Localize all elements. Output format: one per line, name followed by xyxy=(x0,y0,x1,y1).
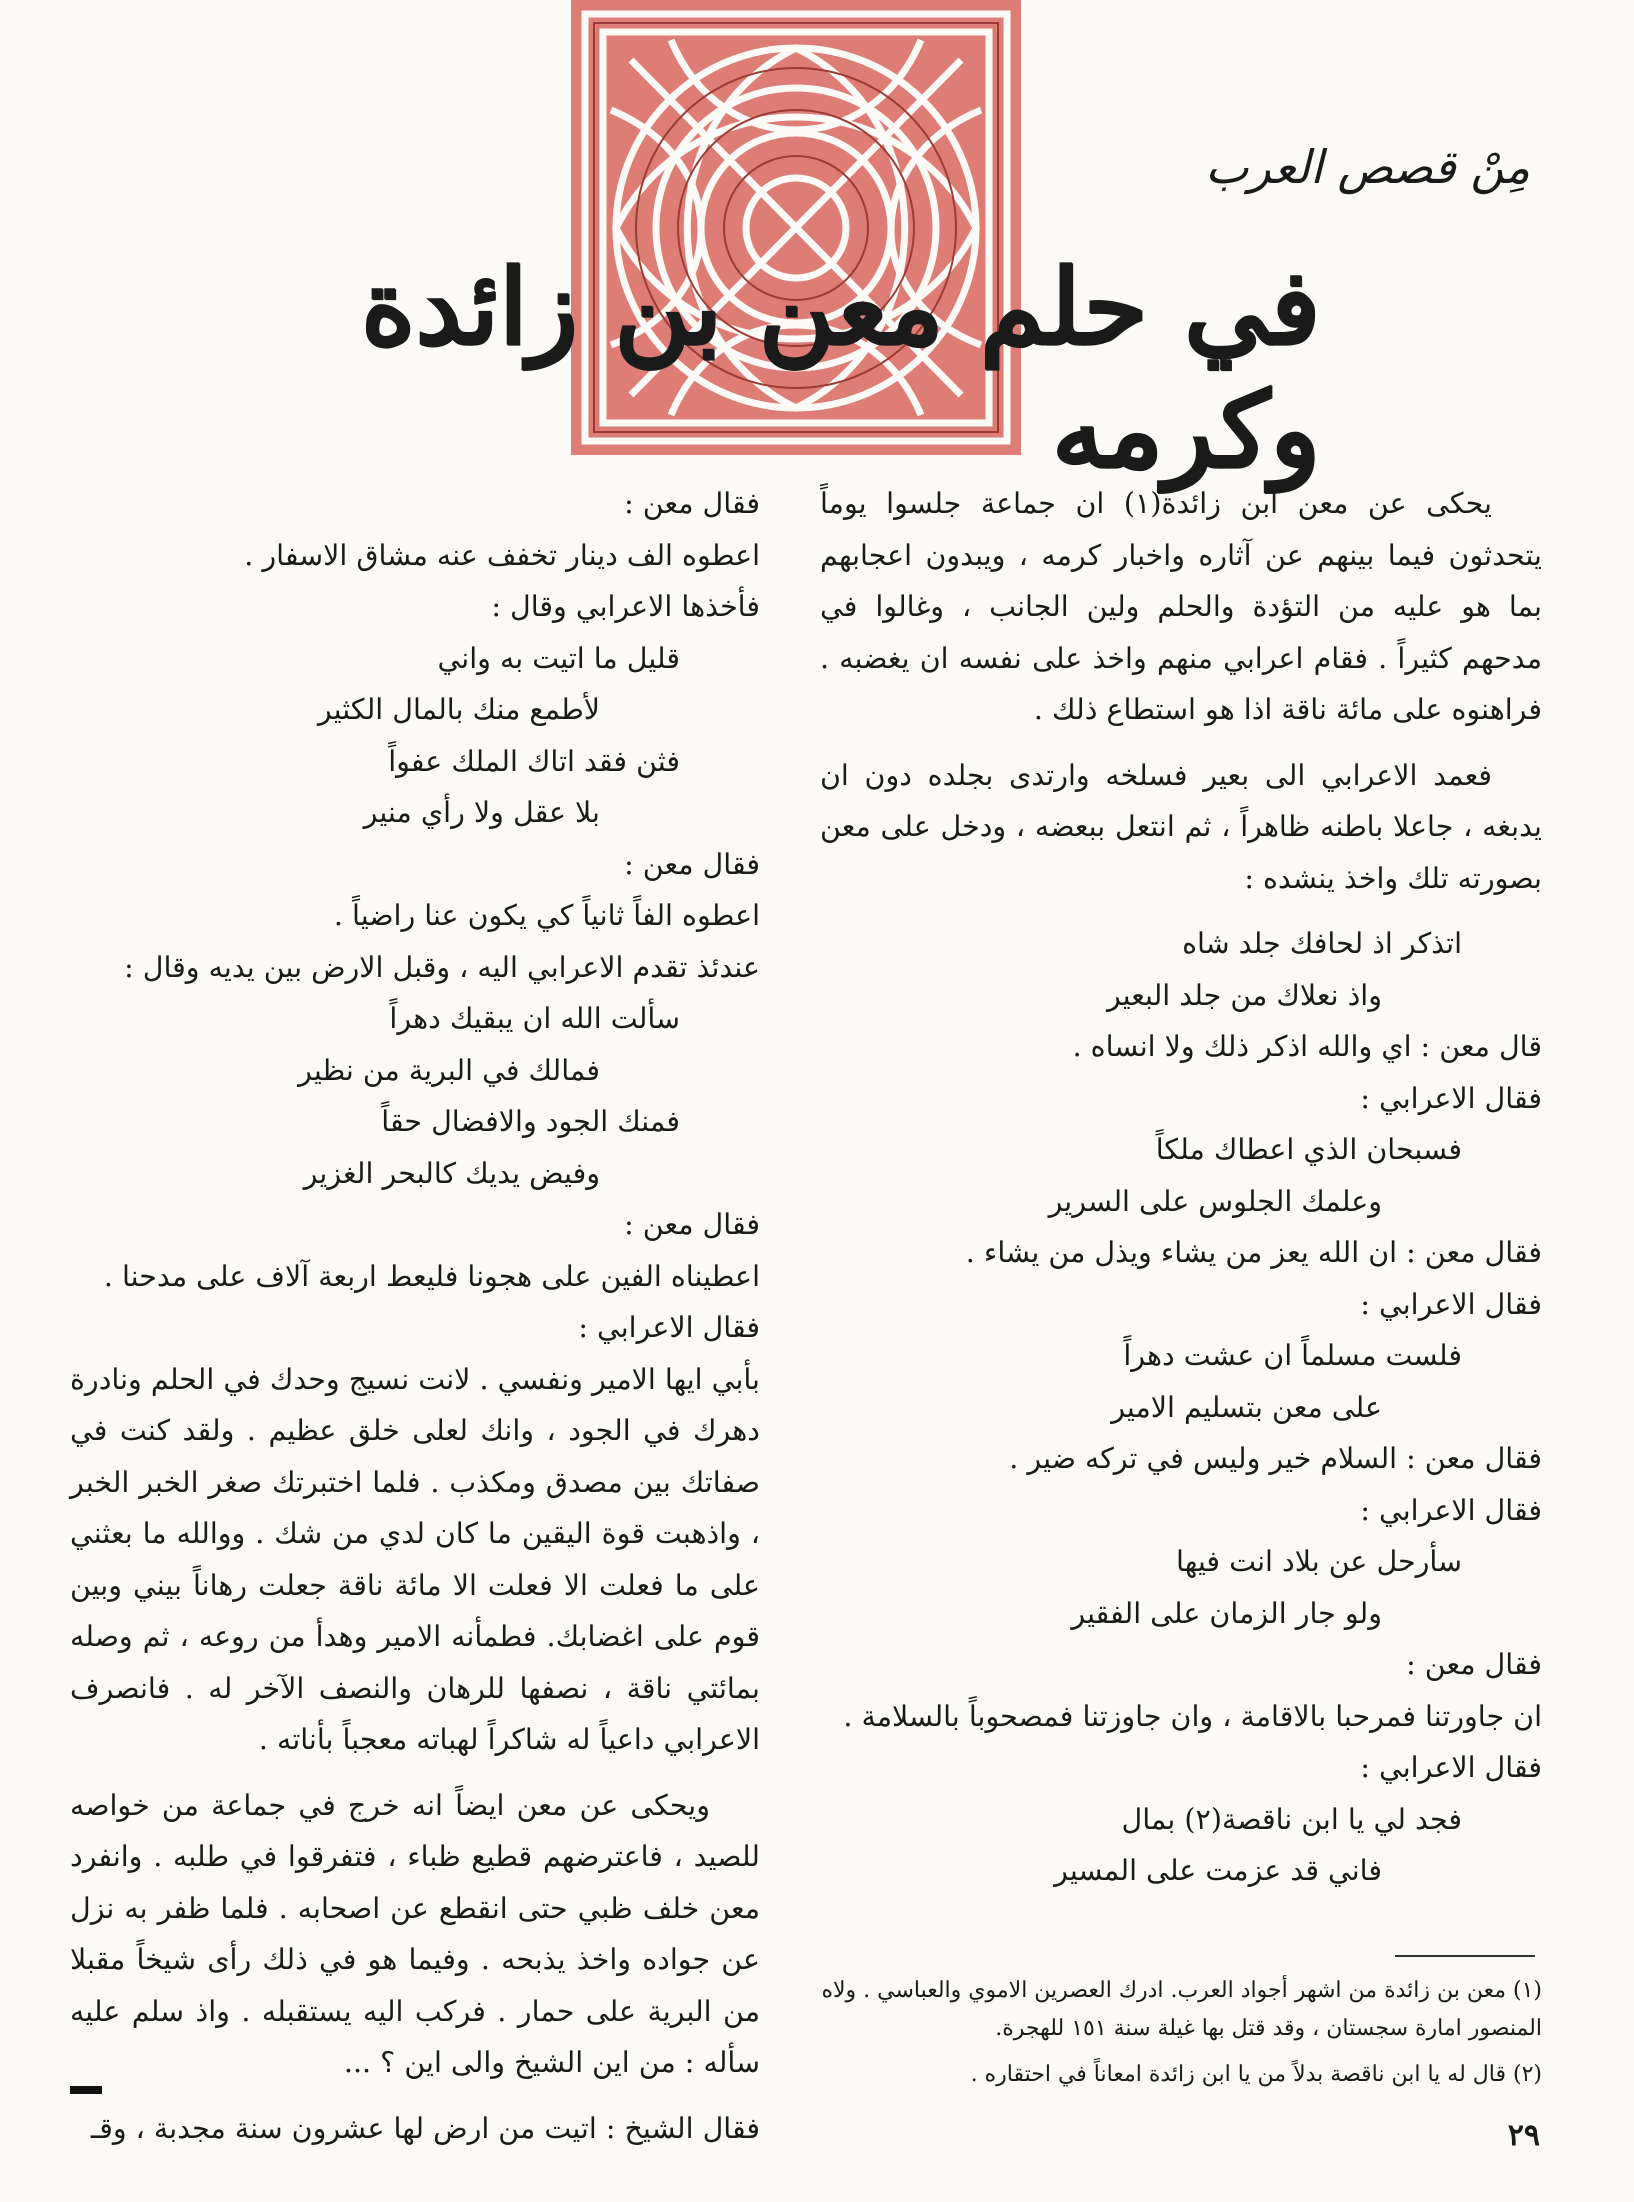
paragraph: يحكى عن معن ابن زائدة(١) ان جماعة جلسوا يوماً يتحدثون فيما بينهم عن آثاره واخبار كرمه ، ويبدون اعجابهم بما هو عليه من التؤدة والحلم ولين الجانب ، وغالوا في مدحهم كثيراً . فقام اعرابي منهم واخذ على نفسه ان يغضبه . فراهنوه على مائة ناقة اذا هو استطاع ذلك . xyxy=(820,487,1542,726)
speaker-label: فقال الاعرابي : xyxy=(578,1311,760,1344)
kicker-heading: مِنْ قصص العرب xyxy=(1205,140,1530,194)
narration-line: عندئذ تقدم الاعرابي اليه ، وقبل الارض بين يديه وقال : xyxy=(124,950,760,984)
narration-line: فأخذها الاعرابي وقال : xyxy=(491,590,760,623)
verse-line: على معن بتسليم الامير xyxy=(1111,1390,1382,1424)
verse-line: فلست مسلماً ان عشت دهراً xyxy=(1123,1339,1462,1372)
dialogue-line: فقال الشيخ : اتيت من ارض لها عشرون سنة مجدبة ، وقـ xyxy=(90,2111,760,2145)
dialogue-line: قال معن : اي والله اذكر ذلك ولا انساه . xyxy=(1072,1030,1542,1063)
speaker-label: فقال الاعرابي : xyxy=(1360,1751,1542,1784)
verse-line: وفيض يديك كالبحر الغزير xyxy=(303,1156,600,1190)
paragraph: ويحكى عن معن ايضاً انه خرج في جماعة من خواصه للصيد ، فاعترضهم قطيع ظباء ، فتفرقوا في طلبه . وانفرد معن خلف ظبي حتى انقطع عن اصحابه . فلما ظفر به نزل عن جواده واخذ يذبحه . وفيما هو في ذلك رأى شيخاً مقبلا من البرية على حمار . فركب اليه يستقبله . واذ سلم عليه سأله : من اين الشيخ والى اين ؟ ... xyxy=(70,1788,760,2079)
verse-line: فثن فقد اتاك الملك عفواً xyxy=(388,744,680,778)
verse-line: فمالك في البرية من نظير xyxy=(298,1053,600,1087)
verse-line: فسبحان الذي اعطاك ملكاً xyxy=(1155,1133,1462,1166)
dialogue-line: اعطوه الفاً ثانياً كي يكون عنا راضياً . xyxy=(333,899,760,932)
verse-line: سألت الله ان يبقيك دهراً xyxy=(389,1002,680,1035)
verse-line: ولو جار الزمان على الفقير xyxy=(1071,1596,1382,1630)
verse-line: لأطمع منك بالمال الكثير xyxy=(317,693,600,726)
continuation-mark xyxy=(70,2086,102,2094)
verse-line: فاني قد عزمت على المسير xyxy=(1054,1854,1382,1887)
paragraph: بأبي ايها الامير ونفسي . لانت نسيج وحدك في الحلم ونادرة دهرك في الجود ، وانك لعلى خلق عظيم . ولقد كنت في صفاتك بين مصدق ومكذب . فلما اختبرتك صغر الخبر الخبر ، واذهبت قوة اليقين ما كان لدي من شك . ووالله ما بعثني على ما فعلت الا فعلت الا مائة ناقة جعلت رهاناً بيني وبين قوم على اغضابك. فطمأنه الامير وهدأ من روعه ، ثم وصله بمائتي ناقة ، نصفها للرهان والنصف الآخر له . فانصرف الاعرابي داعياً له شاكراً لهباته معجباً بأناته . xyxy=(70,1362,760,1756)
paragraph: فعمد الاعرابي الى بعير فسلخه وارتدى بجلده دون ان يدبغه ، جاعلا باطنه ظاهراً ، ثم انتعل ببعضه ، ودخل على معن بصورته تلك واخذ ينشده : xyxy=(820,758,1542,895)
dialogue-line: اعطيناه الفين على هجونا فليعط اربعة آلاف على مدحنا . xyxy=(103,1259,760,1293)
article-title: في حلم معن بن زائدة وكرمه xyxy=(360,245,1320,491)
speaker-label: فقال معن : xyxy=(1406,1648,1542,1681)
footnote: (١) معن بن زائدة من اشهر أجواد العرب. ادرك العصرين الاموي والعباسي . ولاه المنصور امارة سجستان ، وقد قتل بها غيلة سنة ١٥١ للهجرة. xyxy=(821,1978,1542,2041)
speaker-label: فقال الاعرابي : xyxy=(1360,1287,1542,1321)
left-column xyxy=(70,478,760,2154)
speaker-label: فقال الاعرابي : xyxy=(1360,1493,1542,1527)
speaker-label: فقال الاعرابي : xyxy=(1360,1081,1542,1115)
right-column xyxy=(820,478,1542,1897)
footnote-rule xyxy=(1395,1955,1535,1957)
speaker-label: فقال معن : xyxy=(624,847,760,881)
verse-line: واذ نعلاك من جلد البعير xyxy=(1106,978,1382,1012)
verse-line: وعلمك الجلوس على السرير xyxy=(1048,1184,1382,1218)
dialogue-line: فقال معن : السلام خير وليس في تركه ضير . xyxy=(1009,1442,1542,1475)
dialogue-line: اعطوه الف دينار تخفف عنه مشاق الاسفار . xyxy=(244,538,760,572)
verse-line: اتذكر اذ لحافك جلد شاه xyxy=(1182,927,1462,960)
page-number: ٢٩ xyxy=(1507,2118,1540,2153)
speaker-label: فقال معن : xyxy=(624,1208,760,1241)
footnotes xyxy=(820,1972,1542,2102)
verse-line: بلا عقل ولا رأي منير xyxy=(363,796,600,829)
verse-line: قليل ما اتيت به واني xyxy=(437,641,680,675)
dialogue-line: فقال معن : ان الله يعز من يشاء ويذل من يشاء . xyxy=(965,1236,1542,1269)
footnote: (٢) قال له يا ابن ناقصة بدلاً من يا ابن زائدة امعاناً في احتقاره . xyxy=(970,2062,1542,2087)
verse-line: فمنك الجود والافضال حقاً xyxy=(381,1105,680,1138)
speaker-label: فقال معن : xyxy=(624,487,760,520)
dialogue-line: ان جاورتنا فمرحبا بالاقامة ، وان جاوزتنا فمصحوباً بالسلامة . xyxy=(843,1699,1542,1733)
verse-line: فجد لي يا ابن ناقصة(٢) بمال xyxy=(1121,1802,1462,1836)
verse-line: سأرحل عن بلاد انت فيها xyxy=(1176,1545,1462,1578)
